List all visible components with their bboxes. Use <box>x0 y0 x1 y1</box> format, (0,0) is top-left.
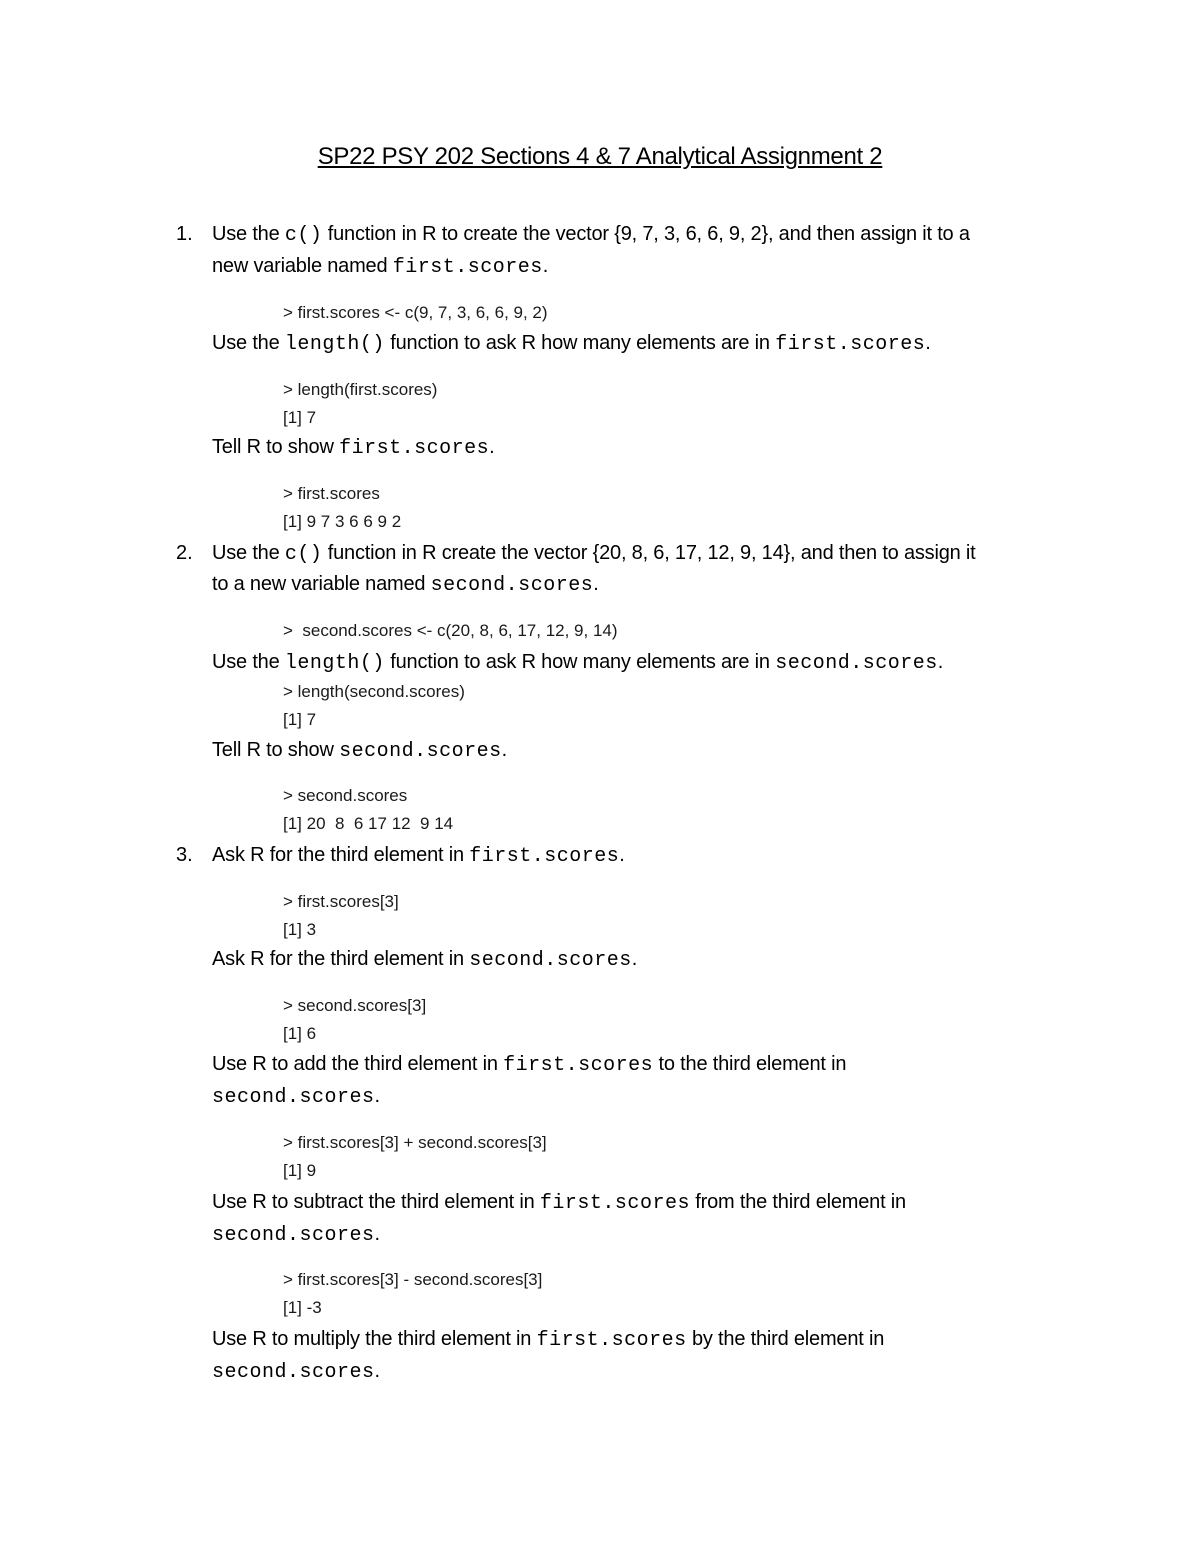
q1-code-assign: > first.scores <- c(9, 7, 3, 6, 6, 9, 2) <box>283 303 548 322</box>
q2-instruction-show: Tell R to show second.scores. <box>212 739 507 763</box>
q1-code-show: > first.scores <box>283 484 380 503</box>
q2-code-show: > second.scores <box>283 786 408 805</box>
q2-code-assign: > second.scores <- c(20, 8, 6, 17, 12, 9, 14) <box>283 621 618 640</box>
q1-output-show: [1] 9 7 3 6 6 9 2 <box>283 512 402 531</box>
q3-instruction-multiply: Use R to multiply the third element in first.scores by the third element in <box>212 1328 885 1352</box>
q1-instruction-length: Use the length() function to ask R how many elements are in first.scores. <box>212 332 931 356</box>
q2-instruction-create: Use the c() function in R create the vector {20, 8, 6, 17, 12, 9, 14}, and then to assign it <box>212 542 976 566</box>
q3-code-second: > second.scores[3] <box>283 996 427 1015</box>
question-number-3: 3. <box>176 844 193 866</box>
q2-output-length: [1] 7 <box>283 710 317 729</box>
q3-output-first: [1] 3 <box>283 920 317 939</box>
q3-output-second: [1] 6 <box>283 1024 317 1043</box>
q3-instruction-subtract: Use R to subtract the third element in first.scores from the third element in <box>212 1191 906 1215</box>
q3-instruction-multiply-cont: second.scores. <box>212 1360 380 1384</box>
q2-instruction-length: Use the length() function to ask R how many elements are in second.scores. <box>212 651 944 675</box>
q2-code-length: > length(second.scores) <box>283 682 465 701</box>
q1-instruction-assign: new variable named first.scores. <box>212 255 549 279</box>
q3-output-add: [1] 9 <box>283 1161 317 1180</box>
q1-output-length: [1] 7 <box>283 408 317 427</box>
question-number-1: 1. <box>176 223 193 245</box>
q3-code-first: > first.scores[3] <box>283 892 399 911</box>
q2-instruction-assign: to a new variable named second.scores. <box>212 573 599 597</box>
document-title: SP22 PSY 202 Sections 4 & 7 Analytical Assignment 2 <box>317 143 883 170</box>
q1-instruction-create: Use the c() function in R to create the vector {9, 7, 3, 6, 6, 9, 2}, and then assign it to a <box>212 223 970 247</box>
q3-code-subtract: > first.scores[3] - second.scores[3] <box>283 1270 543 1289</box>
q3-instruction-add: Use R to add the third element in first.scores to the third element in <box>212 1053 847 1077</box>
q1-instruction-show: Tell R to show first.scores. <box>212 436 495 460</box>
question-number-2: 2. <box>176 542 193 564</box>
q1-code-length: > length(first.scores) <box>283 380 438 399</box>
q3-instruction-first: Ask R for the third element in first.scores. <box>212 844 625 868</box>
q3-instruction-add-cont: second.scores. <box>212 1085 380 1109</box>
q3-output-subtract: [1] -3 <box>283 1298 322 1317</box>
q3-instruction-second: Ask R for the third element in second.scores. <box>212 948 638 972</box>
q3-instruction-subtract-cont: second.scores. <box>212 1223 380 1247</box>
q2-output-show: [1] 20 8 6 17 12 9 14 <box>283 814 454 833</box>
q3-code-add: > first.scores[3] + second.scores[3] <box>283 1133 547 1152</box>
